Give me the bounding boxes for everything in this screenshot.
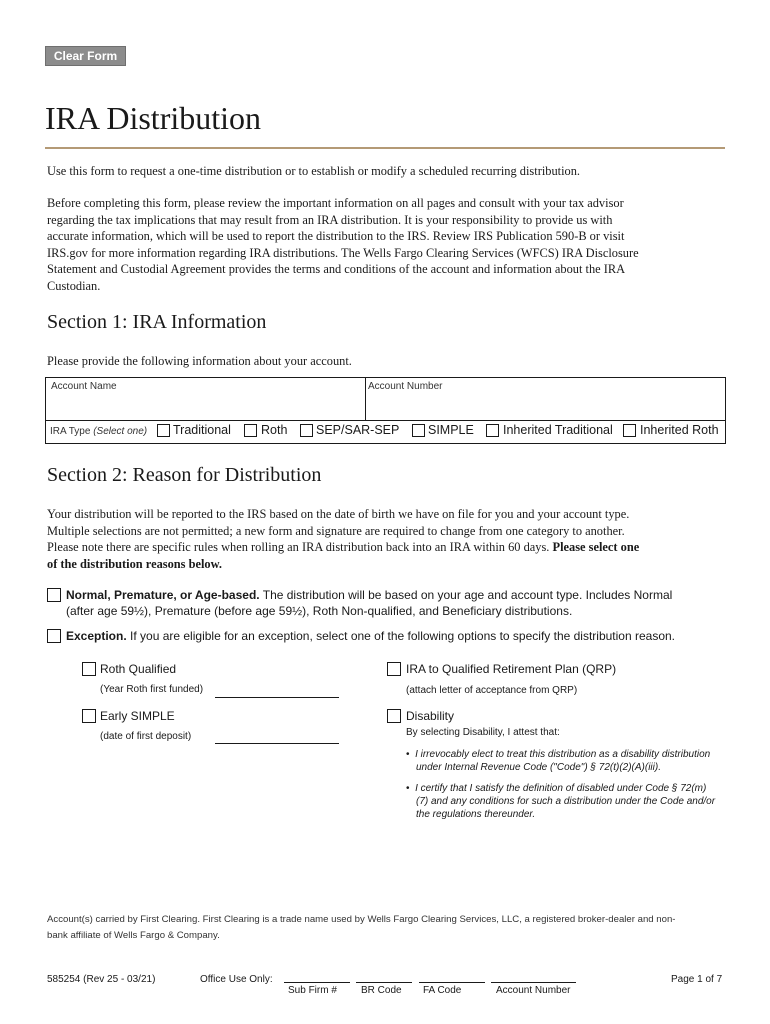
normal-checkbox[interactable]	[47, 588, 61, 602]
before-line: accurate information, which will be used to report the distribution to the IRS. Review IRS Publication 590-B or visit	[47, 229, 625, 243]
sep-label: SEP/SAR-SEP	[316, 423, 400, 437]
inherited-roth-checkbox[interactable]	[623, 424, 636, 437]
early-simple-sublabel: (date of first deposit)	[100, 731, 192, 742]
inherited-roth-label: Inherited Roth	[640, 423, 719, 437]
section1-prompt: Please provide the following information about your account.	[47, 354, 352, 368]
first-deposit-input[interactable]	[215, 743, 339, 744]
exception-option: Exception. If you are eligible for an exception, select one of the following options to specify the distribution reason.	[66, 629, 676, 643]
roth-qualified-sublabel: (Year Roth first funded)	[100, 684, 204, 695]
disability-label: Disability	[406, 709, 455, 723]
page-title: IRA Distribution	[45, 100, 262, 136]
section2-line: Multiple selections are not permitted; a new form and signature are required to change from one category to another.	[47, 523, 625, 538]
br-code-input[interactable]	[356, 982, 412, 983]
before-line: regarding the tax implications that may result from an IRA distribution. It is your responsibility to provide us with	[47, 212, 613, 227]
inherited-traditional-label: Inherited Traditional	[503, 423, 613, 437]
simple-checkbox[interactable]	[412, 424, 425, 437]
sub-firm-input[interactable]	[284, 982, 350, 983]
early-simple-checkbox[interactable]	[82, 709, 96, 723]
section2-line: Your distribution will be reported to the IRS based on the date of birth we have on file for you and your account type.	[47, 507, 630, 521]
account-number-input[interactable]	[491, 982, 576, 983]
roth-qualified-label: Roth Qualified	[100, 662, 177, 676]
section2-heading: Section 2: Reason for Distribution	[47, 464, 322, 486]
normal-option: Normal, Premature, or Age-based. The distribution will be based on your age and account type. Includes Normal (after age 59½), Premature (before age 59½), Roth Non-qualified, and Beneficiary distributions.	[66, 588, 673, 618]
qrp-label: IRA to Qualified Retirement Plan (QRP)	[406, 662, 617, 676]
br-code-label: BR Code	[361, 985, 402, 996]
form-id: 585254 (Rev 25 - 03/21)	[47, 974, 156, 985]
section2-line: of the distribution reasons below.	[47, 556, 222, 571]
roth-checkbox[interactable]	[244, 424, 257, 437]
qrp-checkbox[interactable]	[387, 662, 401, 676]
account-name-label: Account Name	[51, 381, 117, 392]
disclaimer: Account(s) carried by First Clearing. First Clearing is a trade name used by Wells Fargo Clearing Services, LLC, a registered broker-dealer and non- bank affiliate of Wells Fargo & Company.	[47, 914, 676, 941]
section2-paragraph	[47, 506, 727, 572]
traditional-checkbox[interactable]	[157, 424, 170, 437]
office-use-label: Office Use Only:	[200, 974, 273, 985]
account-info-table	[45, 377, 726, 444]
sep-checkbox[interactable]	[300, 424, 313, 437]
sub-firm-label: Sub Firm #	[288, 985, 337, 996]
simple-label: SIMPLE	[428, 423, 474, 437]
page-number: Page 1 of 7	[671, 974, 723, 985]
early-simple-label: Early SIMPLE	[100, 709, 175, 723]
before-paragraph	[47, 195, 727, 294]
before-line: Custodian.	[47, 278, 101, 293]
fa-code-label: FA Code	[423, 985, 462, 996]
ira-type-row	[46, 421, 725, 443]
account-number-footer-label: Account Number	[496, 985, 571, 996]
exception-checkbox[interactable]	[47, 629, 61, 643]
qrp-sublabel: (attach letter of acceptance from QRP)	[406, 685, 578, 696]
fa-code-input[interactable]	[419, 982, 485, 983]
roth-qualified-checkbox[interactable]	[82, 662, 96, 676]
traditional-label: Traditional	[173, 423, 231, 437]
roth-year-input[interactable]	[215, 697, 339, 698]
before-line: Statement and Custodial Agreement provides the terms and conditions of the account and information about the IRA	[47, 262, 626, 276]
disability-sublabel: By selecting Disability, I attest that:	[406, 727, 560, 738]
account-number-label: Account Number	[368, 381, 443, 392]
section2-line: Please note there are specific rules when rolling an IRA distribution back into an IRA within 60 days. Please select one	[47, 540, 640, 554]
section1-heading: Section 1: IRA Information	[47, 311, 267, 333]
before-line: Before completing this form, please review the important information on all pages and consult with your tax advisor	[47, 196, 624, 210]
disability-bullet-1: • I irrevocably elect to treat this distribution as a disability distribution under Internal Revenue Code ("Code") § 72(t)(2)(A)(iii).	[406, 749, 711, 773]
disability-bullet-2: • I certify that I satisfy the definition of disabled under Code § 72(m) (7) and any conditions for such a distribution under the Code and/or the regulations thereunder.	[406, 783, 716, 820]
account-number-field[interactable]	[366, 378, 725, 421]
inherited-traditional-checkbox[interactable]	[486, 424, 499, 437]
roth-label: Roth	[261, 423, 288, 437]
disability-checkbox[interactable]	[387, 709, 401, 723]
clear-form-button[interactable]: Clear Form	[45, 46, 126, 66]
intro-text: Use this form to request a one-time distribution or to establish or modify a scheduled recurring distribution.	[47, 164, 581, 178]
ira-type-label: IRA Type (Select one)	[50, 426, 148, 437]
before-line: IRS.gov for more information regarding IRA distributions. The Wells Fargo Clearing Services (WFCS) IRA Disclosure	[47, 245, 639, 260]
title-divider	[45, 147, 725, 149]
account-name-field[interactable]	[46, 378, 366, 421]
